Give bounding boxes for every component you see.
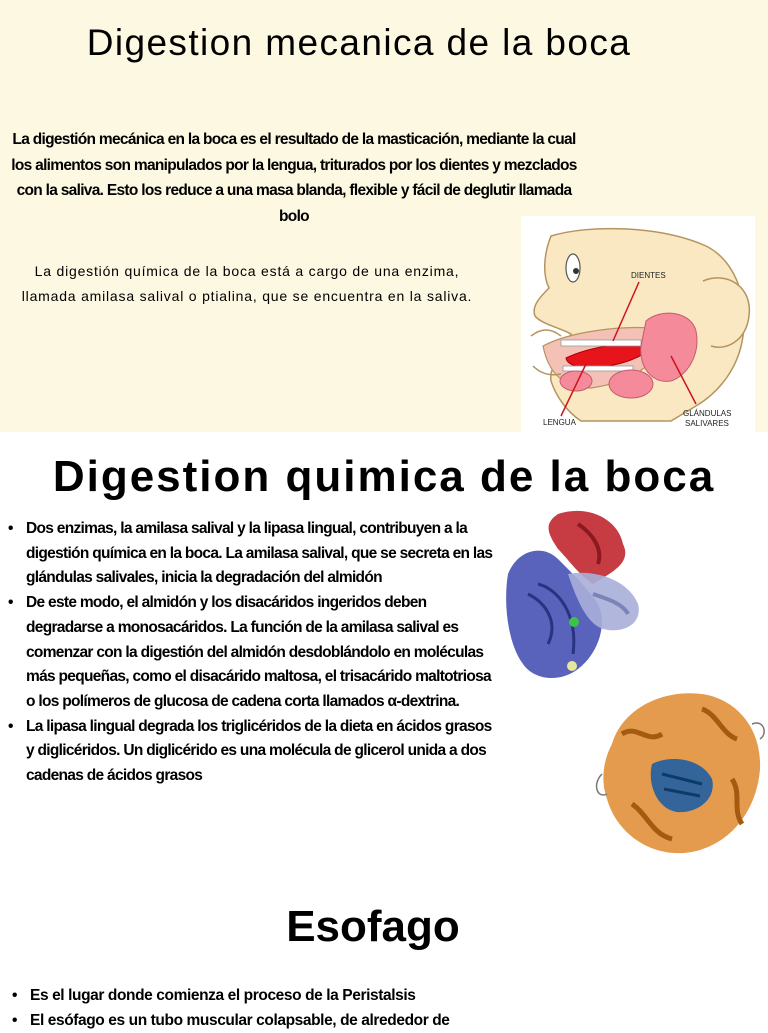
- list-item: • La lipasa lingual degrada los triglicéridos de la dieta en ácidos grasos y diglicéridos. Un diglicérido es una molécula de glicerol unida a dos cadenas de ácidos grasos: [8, 715, 502, 789]
- slide-title: Digestion mecanica de la boca: [86, 22, 632, 63]
- teeth-label: DIENTES: [631, 271, 666, 280]
- pupil-shape: [573, 268, 579, 274]
- list-item: • Es el lugar donde comienza el proceso de la Peristalsis: [12, 983, 552, 1008]
- protein-ligand-green: [569, 617, 579, 627]
- mouth-anatomy-illustration: [521, 216, 755, 432]
- mouth-diagram: [521, 216, 755, 432]
- eye-shape: [566, 254, 580, 282]
- lipase-protein-structure: [592, 684, 768, 864]
- slide-mechanical-digestion: [0, 0, 768, 432]
- slide-title: Digestion quimica de la boca: [52, 452, 716, 501]
- tongue-label: LENGUA: [543, 418, 576, 427]
- mechanical-digestion-text: La digestión mecánica en la boca es el resultado de la masticación, mediante la cual los alimentos son manipulados por la lengua, triturados por los dientes y mezclados con la saliva. Esto los reduce a una masa blanda, flexible y fácil de deglutir llamada bolo: [11, 131, 577, 225]
- teeth-upper: [561, 340, 641, 346]
- amylase-protein-structure: [498, 504, 648, 704]
- glands-label-line1: GLÁNDULAS: [683, 409, 732, 418]
- list-item: • Dos enzimas, la amilasa salival y la lipasa lingual, contribuyen a la digestión química en la boca. La amilasa salival, que se secreta en las glándulas salivales, inicia la degradación del almidón: [8, 517, 502, 591]
- chemical-digestion-text: La digestión química de la boca está a cargo de una enzima, llamada amilasa salival o ptialina, que se encuentra en la saliva.: [21, 263, 473, 304]
- submandibular-gland: [609, 370, 653, 398]
- glands-label-line2: SALIVARES: [685, 419, 729, 428]
- slide-chemical-digestion: [0, 432, 768, 1029]
- sublingual-gland: [560, 371, 592, 391]
- list-item: • De este modo, el almidón y los disacáridos ingeridos deben degradarse a monosacáridos. La función de la amilasa salival es comenzar con la digestión del almidón desdoblándolo en moléculas más pequeñas, como el disacárido maltosa, el trisacárido maltotriosa o los polímeros de glucosa de cadena corta llamados α-dextrina.: [8, 591, 502, 715]
- list-item: • El esófago es un tubo muscular colapsable, de alrededor de: [12, 1008, 552, 1033]
- chemical-digestion-bullets: [8, 517, 502, 789]
- teeth-lower: [563, 366, 633, 371]
- protein-ligand-yellow: [567, 661, 577, 671]
- esophagus-bullets: [12, 983, 552, 1033]
- section-title: Esofago: [286, 902, 460, 951]
